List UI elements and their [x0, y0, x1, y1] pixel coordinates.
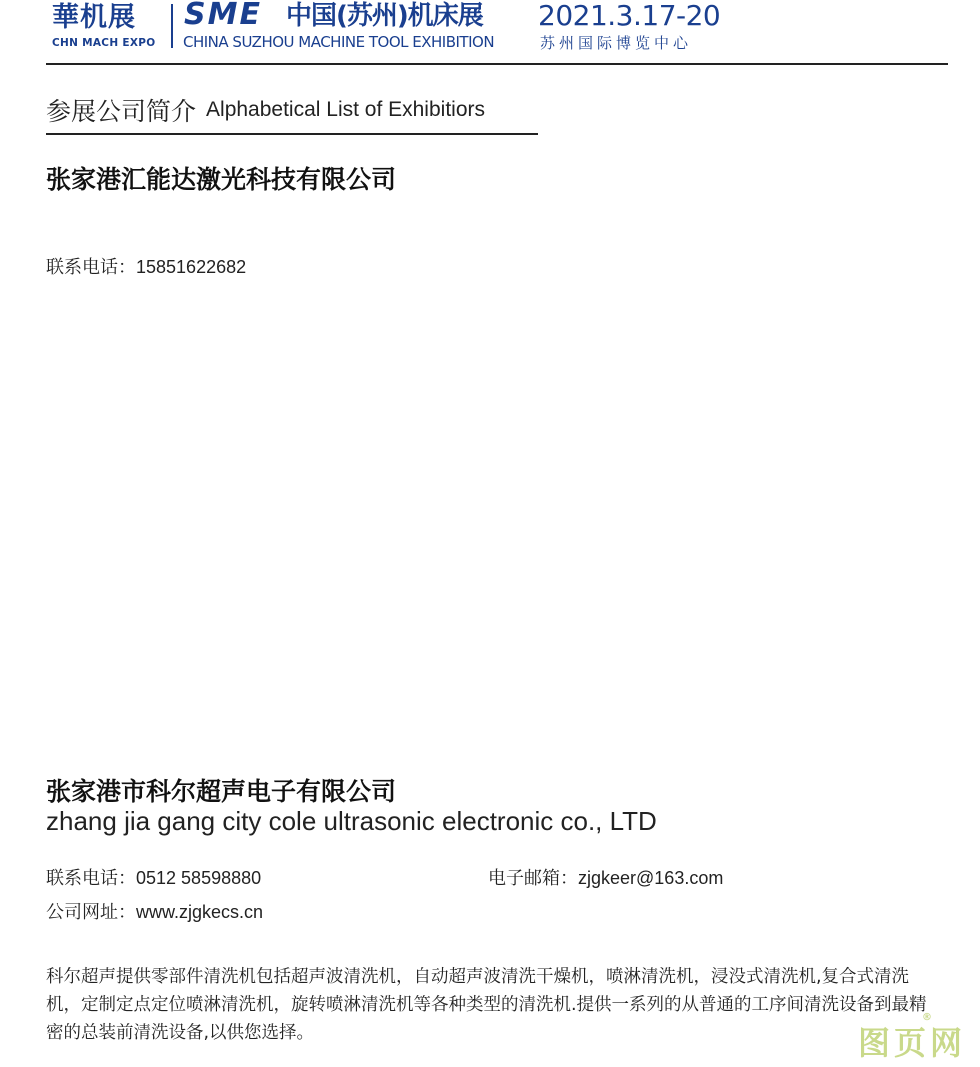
company2-phone-value: 0512 58598880: [136, 868, 262, 888]
header-rule: [46, 63, 948, 65]
section-rule: [46, 133, 538, 135]
watermark: [858, 1012, 967, 1064]
section-title-en: Alphabetical List of Exhibitiors: [206, 98, 485, 121]
company2-description: 科尔超声提供零部件清洗机包括超声波清洗机，自动超声波清洗干燥机，喷淋清洗机，浸没式清洗机,复合式清洗机，定制定点定位喷淋清洗机，旋转喷淋清洗机等各种类型的清洗机.提供一系列的从普通的工序间清洗设备到最精密的总装前清洗设备,以供您选择。: [46, 967, 927, 1043]
page-header: [46, 0, 948, 64]
company2-name-en: zhang jia gang city cole ultrasonic electronic co., LTD: [46, 806, 657, 836]
brand-logo-en: CHN MACH EXPO: [52, 37, 156, 49]
company1-phone-value: 15851622682: [136, 257, 247, 277]
company2-website-value[interactable]: www.zjgkecs.cn: [136, 902, 264, 922]
company1-name: 张家港汇能达激光科技有限公司: [46, 165, 397, 194]
watermark-registered-mark: ®: [922, 1012, 932, 1023]
company1-phone-label: 联系电话：: [46, 257, 136, 278]
company2-email: [488, 864, 723, 890]
expo-title-cn: 中国(苏州)机床展: [286, 1, 483, 31]
expo-title-en: CHINA SUZHOU MACHINE TOOL EXHIBITION: [183, 33, 495, 51]
sme-logo: SME: [184, 0, 262, 32]
header-divider: [171, 4, 173, 48]
company2-phone: [46, 864, 261, 890]
watermark-text: 图页网: [858, 1024, 967, 1062]
company2-name: 张家港市科尔超声电子有限公司: [46, 777, 397, 806]
section-title-cn: 参展公司简介: [46, 97, 197, 126]
section-title: [46, 92, 485, 128]
company1-phone: [46, 253, 246, 279]
company2-website-label: 公司网址：: [46, 902, 136, 923]
expo-venue: 苏州国际博览中心: [540, 34, 693, 52]
company2-email-value[interactable]: zjgkeer@163.com: [578, 868, 724, 888]
expo-date: 2021.3.17-20: [538, 0, 721, 32]
brand-logo-cn: 華机展: [52, 2, 136, 33]
company2-email-label: 电子邮箱：: [488, 868, 578, 889]
company2-phone-label: 联系电话：: [46, 868, 136, 889]
company2-website: [46, 898, 263, 924]
brand-logo: [52, 2, 162, 50]
